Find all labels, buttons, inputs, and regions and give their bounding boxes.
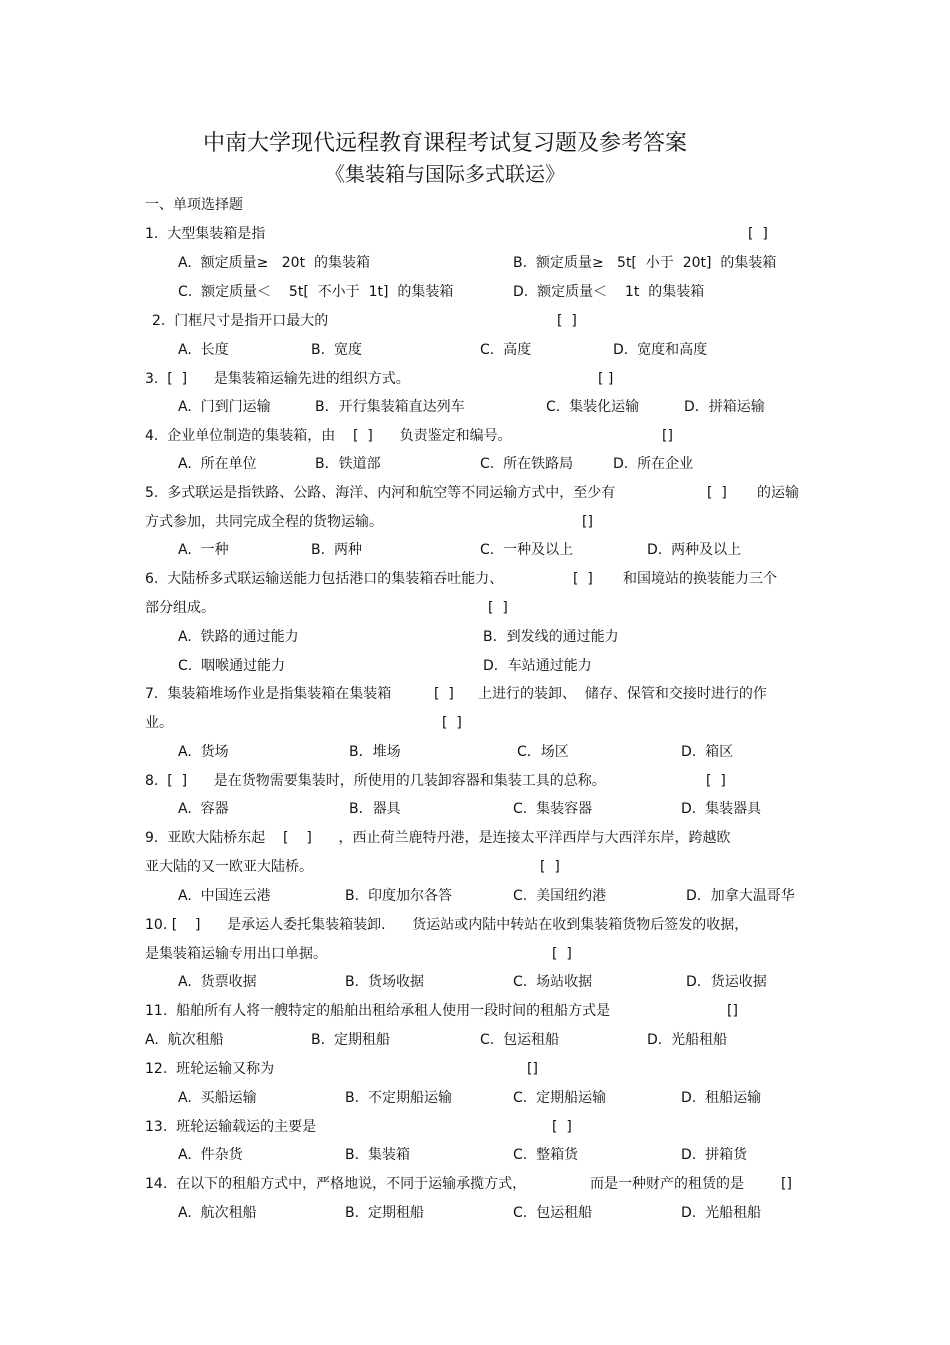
question-14-option-a: A. 航次租船	[178, 1205, 257, 1221]
question-3-answer-bracket: [ ]	[598, 371, 614, 387]
document-subtitle: 《集装箱与国际多式联运》	[325, 162, 565, 186]
question-14-option-b: B. 定期租船	[345, 1205, 424, 1221]
question-12-stem: 12. 班轮运输又称为	[145, 1061, 275, 1077]
question-10-stem-line2: 是集装箱运输专用出口单据。	[145, 946, 327, 962]
question-9-option-b: B. 印度加尔各答	[345, 888, 452, 904]
question-3-option-c: C. 集装化运输	[546, 399, 640, 415]
question-6-stem-line2: 部分组成。	[145, 600, 215, 616]
question-2-option-b: B. 宽度	[311, 342, 362, 358]
question-2-stem: 2. 门框尺寸是指开口最大的	[152, 313, 329, 329]
question-10-option-c: C. 场站收据	[513, 974, 593, 990]
question-4-option-d: D. 所在企业	[613, 456, 694, 472]
section-heading: 一、单项选择题	[145, 197, 243, 213]
question-6-option-b: B．到发线的通过能力	[483, 629, 619, 645]
question-2-answer-bracket: [ ]	[557, 313, 577, 329]
question-5-answer-bracket: []	[582, 514, 593, 530]
question-8-option-a: A. 容器	[178, 801, 229, 817]
question-7-option-c: C．场区	[517, 744, 569, 760]
question-12-answer-bracket: []	[527, 1061, 538, 1077]
question-6-stem: 6. 大陆桥多式联运输送能力包括港口的集装箱吞吐能力、	[145, 571, 504, 587]
question-12-option-d: D. 租船运输	[681, 1090, 762, 1106]
question-2-option-a: A. 长度	[178, 342, 229, 358]
question-13-option-c: C. 整箱货	[513, 1147, 579, 1163]
question-8-stem: 8. [ ] 是在货物需要集装时，所使用的几装卸容器和集装工具的总称。	[145, 773, 606, 789]
question-6-option-a: A. 铁路的通过能力	[178, 629, 299, 645]
question-9-option-a: A. 中国连云港	[178, 888, 271, 904]
question-1-option-a: A. 额定质量≥ 20t 的集装箱	[178, 255, 370, 271]
question-12-option-a: A. 买船运输	[178, 1090, 257, 1106]
question-7-inline-bracket: [ ]	[434, 686, 454, 702]
question-2-option-d: D. 宽度和高度	[613, 342, 708, 358]
question-8-option-b: B．器具	[349, 801, 401, 817]
question-14-stem: 14. 在以下的租船方式中，严格地说，不同于运输承揽方式，	[145, 1176, 527, 1192]
question-3-option-a: A. 门到门运输	[178, 399, 271, 415]
question-11-stem: 11. 船舶所有人将一艘特定的船舶出租给承租人使用一段时间的租船方式是	[145, 1003, 611, 1019]
question-1-option-c: C. 额定质量＜ 5t[ 不小于 1t] 的集装箱	[178, 284, 454, 300]
question-7-option-b: B．堆场	[349, 744, 401, 760]
question-11-option-d: D. 光船租船	[647, 1032, 728, 1048]
question-10-stem: 10. [ ] 是承运人委托集装箱装卸. 货运站或内陆中转站在收到集装箱货物后签发的收据，	[145, 917, 749, 933]
question-3-option-b: B．开行集装箱直达列车	[315, 399, 465, 415]
question-11-option-a: A. 航次租船	[145, 1032, 224, 1048]
question-13-option-a: A. 件杂货	[178, 1147, 243, 1163]
question-8-option-c: C. 集装容器	[513, 801, 593, 817]
question-1-option-b: B. 额定质量≥ 5t[ 小于 20t] 的集装箱	[513, 255, 777, 271]
question-7-stem-line2: 业。	[145, 715, 173, 731]
question-6-option-d: D．车站通过能力	[483, 658, 592, 674]
question-4-answer-bracket: []	[662, 428, 673, 444]
question-8-option-d: D. 集装器具	[681, 801, 762, 817]
question-6-answer-bracket: [ ]	[488, 600, 508, 616]
question-10-option-d: D．货运收据	[686, 974, 767, 990]
question-5-stem-line2: 方式参加，共同完成全程的货物运输。	[145, 514, 383, 530]
question-10-option-b: B. 货场收据	[345, 974, 424, 990]
question-3-stem: 3. [ ] 是集装箱运输先进的组织方式。	[145, 371, 410, 387]
question-10-option-a: A. 货票收据	[178, 974, 257, 990]
question-14-stem-end: 而是一种财产的租赁的是	[590, 1176, 744, 1192]
question-5-option-d: D. 两种及以上	[647, 542, 742, 558]
question-1-stem: 1. 大型集装箱是指	[145, 226, 266, 242]
question-9-stem-line2: 亚大陆的又一欧亚大陆桥。	[145, 859, 313, 875]
question-11-option-c: C. 包运租船	[480, 1032, 560, 1048]
question-7-stem-end: 上进行的装卸、 储存、保管和交接时进行的作	[478, 686, 767, 702]
question-1-option-d: D. 额定质量＜ 1t 的集装箱	[513, 284, 705, 300]
question-8-answer-bracket: [ ]	[706, 773, 726, 789]
question-13-stem: 13. 班轮运输载运的主要是	[145, 1119, 317, 1135]
question-14-answer-bracket: []	[781, 1176, 792, 1192]
question-9-stem: 9. 亚欧大陆桥东起 [ ] ，西止荷兰鹿特丹港，是连接太平洋西岸与大西洋东岸，跨越欧	[145, 830, 731, 846]
question-11-answer-bracket: []	[727, 1003, 738, 1019]
question-5-stem-end: 的运输	[757, 485, 799, 501]
question-5-option-a: A. 一种	[178, 542, 229, 558]
document-title: 中南大学现代远程教育课程考试复习题及参考答案	[202, 131, 687, 156]
question-4-stem: 4. 企业单位制造的集装箱，由 [ ] 负责鉴定和编号。	[145, 428, 512, 444]
question-1-answer-bracket: [ ]	[748, 226, 768, 242]
question-13-answer-bracket: [ ]	[552, 1119, 572, 1135]
question-7-option-d: D. 箱区	[681, 744, 734, 760]
question-7-option-a: A. 货场	[178, 744, 229, 760]
question-13-option-d: D. 拼箱货	[681, 1147, 748, 1163]
question-12-option-c: C. 定期船运输	[513, 1090, 607, 1106]
question-4-option-c: C. 所在铁路局	[480, 456, 574, 472]
question-4-option-a: A. 所在单位	[178, 456, 257, 472]
question-7-stem: 7. 集装箱堆场作业是指集装箱在集装箱	[145, 686, 392, 702]
question-9-answer-bracket: [ ]	[540, 859, 560, 875]
question-13-option-b: B. 集装箱	[345, 1147, 410, 1163]
question-14-option-c: C. 包运租船	[513, 1205, 593, 1221]
question-6-stem-end: 和国境站的换装能力三个	[623, 571, 777, 587]
question-5-option-b: B. 两种	[311, 542, 362, 558]
question-10-answer-bracket: [ ]	[552, 946, 572, 962]
question-2-option-c: C. 高度	[480, 342, 532, 358]
question-4-option-b: B．铁道部	[315, 456, 381, 472]
question-5-inline-bracket: [ ]	[707, 485, 727, 501]
question-9-option-c: C. 美国纽约港	[513, 888, 607, 904]
question-14-option-d: D. 光船租船	[681, 1205, 762, 1221]
question-7-answer-bracket: [ ]	[442, 715, 462, 731]
question-5-stem: 5. 多式联运是指铁路、公路、海洋、内河和航空等不同运输方式中，至少有	[145, 485, 616, 501]
question-6-inline-bracket: [ ]	[573, 571, 593, 587]
question-9-option-d: D．加拿大温哥华	[686, 888, 795, 904]
question-12-option-b: B. 不定期船运输	[345, 1090, 452, 1106]
question-11-option-b: B. 定期租船	[311, 1032, 390, 1048]
question-3-option-d: D．拼箱运输	[684, 399, 765, 415]
question-6-option-c: C. 咽喉通过能力	[178, 658, 286, 674]
question-5-option-c: C. 一种及以上	[480, 542, 574, 558]
